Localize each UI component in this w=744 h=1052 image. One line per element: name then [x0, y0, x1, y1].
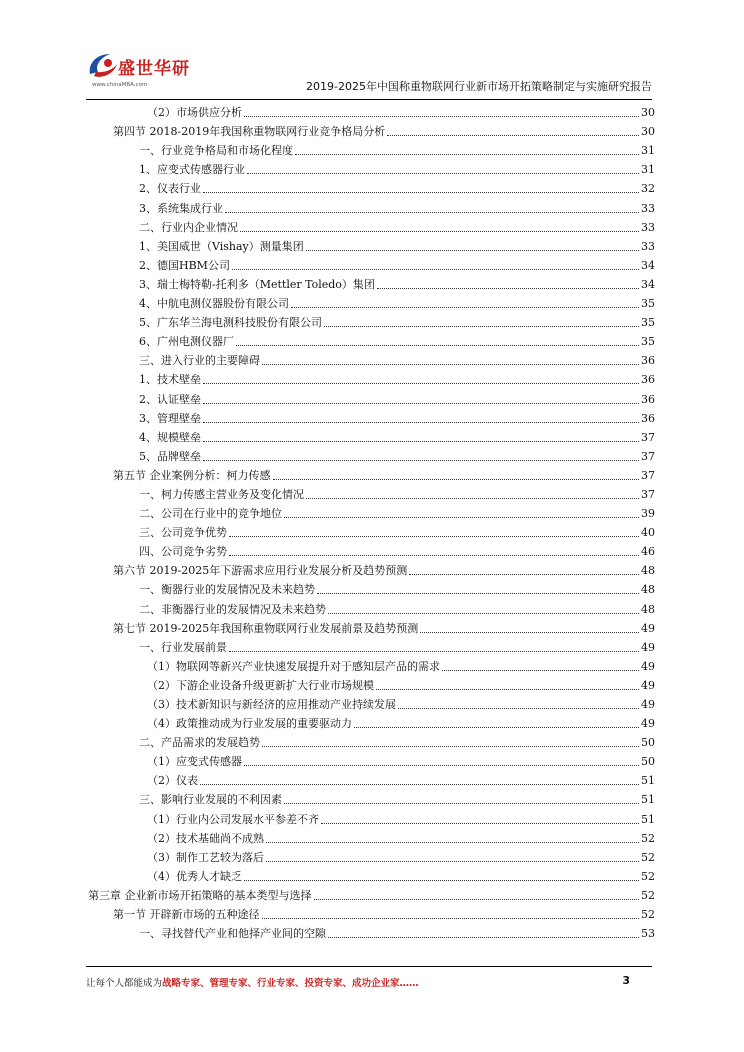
- toc-entry[interactable]: [88, 731, 655, 750]
- toc-leader-dots: [244, 116, 639, 117]
- toc-entry-page: 50: [641, 736, 655, 750]
- toc-entry-label: 1、美国威世（Vishay）测量集团: [139, 239, 304, 253]
- toc-entry-page: 35: [641, 297, 655, 311]
- toc-entry-page: 37: [641, 430, 655, 444]
- toc-leader-dots: [306, 250, 639, 251]
- toc-entry[interactable]: [88, 158, 655, 177]
- logo-swoosh-icon: [86, 48, 120, 82]
- logo-url: www.chinaMBA.com: [92, 82, 148, 88]
- toc-entry[interactable]: [88, 120, 655, 139]
- footer-slogan-roles: 战略专家、管理专家、行业专家、投资专家、成功企业家……: [162, 978, 419, 989]
- toc-leader-dots: [317, 593, 639, 594]
- toc-entry[interactable]: [88, 464, 655, 483]
- toc-entry-page: 40: [641, 526, 655, 540]
- toc-entry[interactable]: [88, 177, 655, 196]
- toc-entry-label: 二、非衡器行业的发展情况及未来趋势: [139, 602, 326, 616]
- toc-entry-page: 52: [641, 831, 655, 845]
- toc-entry-label: 2、德国HBM公司: [139, 258, 230, 272]
- toc-entry[interactable]: [88, 884, 655, 903]
- toc-leader-dots: [328, 613, 639, 614]
- toc-entry[interactable]: [88, 216, 655, 235]
- toc-entry[interactable]: [88, 349, 655, 368]
- toc-entry-label: （1）物联网等新兴产业快速发展提升对于感知层产品的需求: [147, 659, 440, 673]
- toc-entry-page: 52: [641, 869, 655, 883]
- toc-leader-dots: [247, 173, 639, 174]
- document-title: 2019-2025年中国称重物联网行业新市场开拓策略制定与实施研究报告: [306, 80, 652, 93]
- toc-entry-label: 二、公司在行业中的竞争地位: [139, 507, 282, 521]
- toc-leader-dots: [376, 689, 639, 690]
- toc-entry-label: 4、规模壁垒: [139, 430, 201, 444]
- logo: [86, 48, 216, 92]
- page-number: 3: [622, 974, 630, 987]
- page-header: [86, 44, 652, 100]
- toc-leader-dots: [266, 861, 639, 862]
- toc-entry-page: 30: [641, 106, 655, 120]
- toc-entry-label: （2）技术基础尚不成熟: [147, 831, 264, 845]
- toc-entry[interactable]: [88, 426, 655, 445]
- toc-leader-dots: [354, 727, 639, 728]
- toc-entry-label: 6、广州电测仪器厂: [139, 335, 234, 349]
- footer-divider: [86, 966, 652, 967]
- toc-entry[interactable]: [88, 196, 655, 215]
- toc-entry-label: 一、行业竞争格局和市场化程度: [139, 144, 293, 158]
- toc-entry-label: 3、系统集成行业: [139, 201, 223, 215]
- toc-entry[interactable]: [88, 502, 655, 521]
- toc-entry-page: 53: [641, 927, 655, 941]
- toc-entry-page: 48: [641, 602, 655, 616]
- toc-entry-page: 33: [641, 201, 655, 215]
- toc-leader-dots: [314, 899, 640, 900]
- toc-entry-label: 5、品牌壁垒: [139, 449, 201, 463]
- toc-leader-dots: [442, 670, 639, 671]
- toc-entry-page: 37: [641, 487, 655, 501]
- toc-entry-label: （3）制作工艺较为落后: [147, 850, 264, 864]
- toc-entry-page: 31: [641, 144, 655, 158]
- toc-entry[interactable]: [88, 674, 655, 693]
- footer-slogan-prefix: 让每个人都能成为: [86, 978, 163, 989]
- toc-entry-label: （4）政策推动成为行业发展的重要驱动力: [147, 717, 352, 731]
- toc-entry-page: 36: [641, 411, 655, 425]
- toc-entry-label: 4、中航电测仪器股份有限公司: [139, 297, 289, 311]
- toc-entry[interactable]: [88, 521, 655, 540]
- toc-entry-label: 三、进入行业的主要障碍: [139, 354, 260, 368]
- toc-leader-dots: [229, 536, 639, 537]
- toc-entry[interactable]: [88, 636, 655, 655]
- toc-leader-dots: [291, 307, 639, 308]
- toc-entry-page: 49: [641, 698, 655, 711]
- toc-leader-dots: [328, 937, 639, 938]
- toc-entry-page: 50: [641, 755, 655, 769]
- toc-entry-page: 31: [641, 163, 655, 177]
- toc-leader-dots: [321, 823, 639, 824]
- toc-leader-dots: [229, 555, 639, 556]
- toc-leader-dots: [306, 498, 639, 499]
- toc-entry-page: 33: [641, 220, 655, 234]
- toc-leader-dots: [236, 345, 639, 346]
- page-footer: [86, 975, 652, 995]
- toc-entry-label: （4）优秀人才缺乏: [147, 869, 242, 883]
- toc-entry[interactable]: [88, 559, 655, 578]
- toc-entry-label: 一、寻找替代产业和他择产业间的空隙: [139, 927, 326, 941]
- toc-entry[interactable]: [88, 750, 655, 769]
- toc-entry[interactable]: [88, 407, 655, 426]
- toc-entry[interactable]: [88, 807, 655, 826]
- toc-entry-page: 32: [641, 182, 655, 196]
- toc-leader-dots: [244, 880, 639, 881]
- toc-entry[interactable]: [88, 101, 655, 120]
- toc-entry[interactable]: [88, 273, 655, 292]
- logo-text: 盛世华研: [118, 59, 190, 79]
- toc-entry[interactable]: [88, 903, 655, 922]
- toc-entry-label: 二、产品需求的发展趋势: [139, 736, 260, 750]
- toc-entry[interactable]: [88, 578, 655, 597]
- toc-leader-dots: [324, 326, 639, 327]
- toc-entry-label: 3、管理壁垒: [139, 411, 201, 425]
- header-divider: [86, 99, 652, 100]
- toc-leader-dots: [266, 842, 639, 843]
- toc-entry-label: 3、瑞士梅特勒-托利多（Mettler Toledo）集团: [139, 277, 375, 291]
- toc-entry[interactable]: [88, 483, 655, 502]
- toc-entry[interactable]: [88, 311, 655, 330]
- toc-entry-label: 三、影响行业发展的不利因素: [139, 793, 282, 807]
- toc-leader-dots: [203, 441, 639, 442]
- toc-entry-label: 5、广东华兰海电测科技股份有限公司: [139, 316, 322, 330]
- toc-entry[interactable]: [88, 254, 655, 273]
- toc-entry[interactable]: [88, 330, 655, 349]
- toc-entry-page: 52: [641, 850, 655, 864]
- toc-entry-page: 36: [641, 392, 655, 406]
- toc-entry-label: 四、公司竞争劣势: [139, 545, 227, 559]
- toc-entry-page: 33: [641, 239, 655, 253]
- toc-entry-page: 37: [641, 468, 655, 482]
- toc-entry-label: 三、公司竞争优势: [139, 526, 227, 540]
- toc-entry[interactable]: [88, 597, 655, 616]
- toc-entry-page: 52: [641, 888, 655, 902]
- toc-entry-page: 51: [641, 812, 655, 826]
- toc-leader-dots: [284, 517, 639, 518]
- toc-entry-label: （2）仪表: [147, 774, 198, 788]
- toc-leader-dots: [203, 383, 639, 384]
- toc-entry-label: （1）应变式传感器: [147, 755, 242, 769]
- toc-leader-dots: [240, 231, 639, 232]
- toc-leader-dots: [262, 746, 639, 747]
- toc-entry-page: 34: [641, 277, 655, 291]
- toc-entry-label: 第五节 企业案例分析：柯力传感: [113, 468, 271, 482]
- toc-entry[interactable]: [88, 617, 655, 636]
- toc-entry-label: （2）下游企业设备升级更新扩大行业市场规模: [147, 678, 374, 692]
- toc-entry-page: 49: [641, 717, 655, 731]
- toc-entry[interactable]: [88, 712, 655, 731]
- toc-entry[interactable]: [88, 693, 655, 712]
- toc-entry-page: 39: [641, 507, 655, 521]
- toc-entry-label: 第七节 2019-2025年我国称重物联网行业发展前景及趋势预测: [113, 621, 419, 635]
- toc-leader-dots: [262, 918, 640, 919]
- toc-leader-dots: [420, 632, 639, 633]
- toc-entry-page: 52: [641, 908, 655, 922]
- toc-entry[interactable]: [88, 788, 655, 807]
- toc-entry-label: 一、衡器行业的发展情况及未来趋势: [139, 583, 315, 597]
- toc-entry-label: 第六节 2019-2025年下游需求应用行业发展分析及趋势预测: [113, 564, 408, 578]
- toc-entry-label: 2、认证壁垒: [139, 392, 201, 406]
- toc-leader-dots: [203, 192, 639, 193]
- toc-leader-dots: [377, 288, 639, 289]
- toc-leader-dots: [387, 135, 639, 136]
- toc-entry-page: 51: [641, 774, 655, 788]
- toc-entry-label: （3）技术新知识与新经济的应用推动产业持续发展: [147, 698, 396, 711]
- toc-entry-page: 46: [641, 545, 655, 559]
- toc-entry[interactable]: [88, 846, 655, 865]
- toc-leader-dots: [225, 212, 639, 213]
- toc-entry[interactable]: [88, 655, 655, 674]
- toc-entry[interactable]: [88, 922, 655, 941]
- toc-entry-page: 49: [641, 621, 655, 635]
- toc-entry-label: （1）行业内公司发展水平参差不齐: [147, 812, 319, 826]
- toc-entry[interactable]: [88, 865, 655, 884]
- toc-leader-dots: [244, 765, 639, 766]
- toc-entry[interactable]: [88, 769, 655, 788]
- toc-leader-dots: [203, 460, 639, 461]
- toc-entry[interactable]: [88, 368, 655, 387]
- toc-entry-page: 35: [641, 316, 655, 330]
- toc-leader-dots: [295, 154, 639, 155]
- toc-entry-label: 1、应变式传感器行业: [139, 163, 245, 177]
- toc-leader-dots: [284, 803, 639, 804]
- toc-entry-label: 第三章 企业新市场开拓策略的基本类型与选择: [88, 888, 312, 902]
- toc-leader-dots: [273, 479, 640, 480]
- toc-entry[interactable]: [88, 235, 655, 254]
- toc-entry-label: （2）市场供应分析: [147, 106, 242, 120]
- toc-entry[interactable]: [88, 139, 655, 158]
- toc-entry[interactable]: [88, 387, 655, 406]
- toc-entry-page: 30: [641, 125, 655, 139]
- toc-leader-dots: [200, 784, 639, 785]
- toc-entry-page: 36: [641, 373, 655, 387]
- toc-entry-page: 35: [641, 335, 655, 349]
- toc-leader-dots: [409, 574, 639, 575]
- toc-leader-dots: [398, 708, 639, 709]
- toc-entry-label: 2、仪表行业: [139, 182, 201, 196]
- toc-entry-label: 1、技术壁垒: [139, 373, 201, 387]
- toc-entry[interactable]: [88, 445, 655, 464]
- toc-entry[interactable]: [88, 827, 655, 846]
- toc-leader-dots: [203, 403, 639, 404]
- toc-leader-dots: [203, 422, 639, 423]
- toc-leader-dots: [232, 269, 639, 270]
- toc-entry-page: 49: [641, 659, 655, 673]
- toc-leader-dots: [262, 364, 639, 365]
- toc-entry-label: 二、行业内企业情况: [139, 220, 238, 234]
- toc-entry-label: 第四节 2018-2019年我国称重物联网行业竞争格局分析: [113, 125, 386, 139]
- toc-entry[interactable]: [88, 292, 655, 311]
- toc-entry-page: 51: [641, 793, 655, 807]
- toc-entry-page: 34: [641, 258, 655, 272]
- toc-entry-label: 一、柯力传感主营业务及变化情况: [139, 487, 304, 501]
- toc-entry-page: 49: [641, 678, 655, 692]
- toc-entry-label: 第一节 开辟新市场的五种途径: [113, 908, 260, 922]
- toc-entry-page: 48: [641, 564, 655, 578]
- toc-entry-page: 37: [641, 449, 655, 463]
- toc-entry-page: 49: [641, 640, 655, 654]
- table-of-contents: [88, 101, 655, 941]
- toc-entry-page: 48: [641, 583, 655, 597]
- toc-entry[interactable]: [88, 540, 655, 559]
- toc-entry-label: 一、行业发展前景: [139, 640, 227, 654]
- toc-entry-page: 36: [641, 354, 655, 368]
- toc-leader-dots: [229, 651, 639, 652]
